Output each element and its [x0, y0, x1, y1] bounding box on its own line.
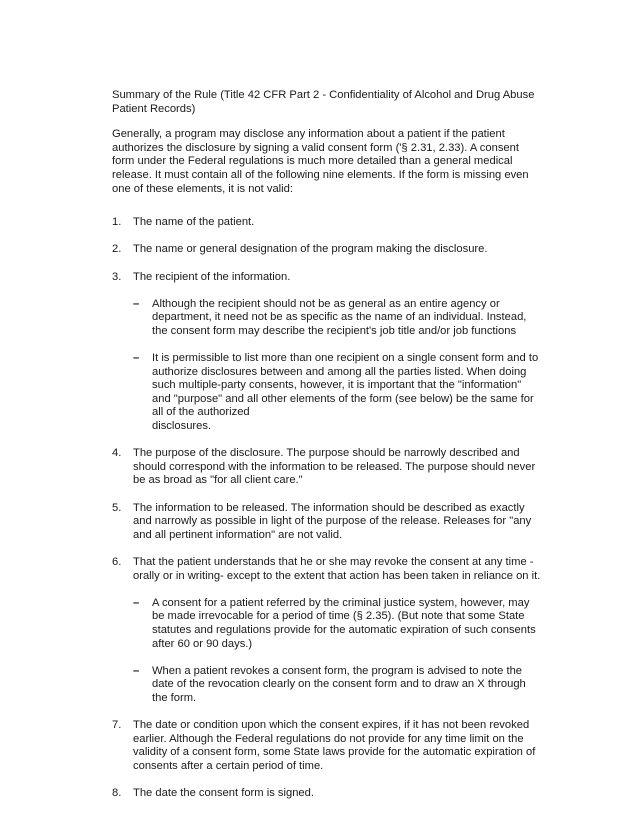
list-item [112, 502, 542, 543]
item-number: 1. [112, 216, 122, 229]
item-text: The name or general designation of the program making the disclosure. [133, 243, 488, 256]
list-item [112, 447, 542, 488]
dash-bullet: – [133, 352, 140, 365]
dash-bullet: – [133, 596, 140, 609]
sub-item [133, 352, 542, 434]
sub-item-text: It is permissible to list more than one recipient on a single consent form and to authorize disclosures between and among all the parties listed. When doing such multiple-party consents, however, it is important that the "information" and "purpose" and all other elements of the form (see below) be the same for all of the authorized disclosures. [152, 352, 539, 433]
item-text: The date the consent form is signed. [133, 787, 314, 800]
item-number: 4. [112, 447, 122, 460]
item-text: The date or condition upon which the consent expires, if it has not been revoked earlier. Although the Federal regulations do not provide for any time limit on the validity of a consent form, some State laws provide for the automatic expiration of consents after a certain period of time. [133, 719, 536, 772]
document-title: Summary of the Rule (Title 42 CFR Part 2 - Confidentiality of Alcohol and Drug Abuse Patient Records) [112, 89, 535, 115]
list-item [112, 216, 542, 230]
list-item [112, 271, 542, 434]
item-number: 3. [112, 270, 122, 283]
sub-item [133, 597, 542, 651]
dash-bullet: – [133, 664, 140, 677]
item-number: 8. [112, 787, 122, 800]
item-text: The name of the patient. [133, 216, 255, 229]
sub-item [133, 298, 542, 339]
list-item [112, 243, 542, 257]
list-item [112, 787, 542, 801]
list-item [112, 556, 542, 706]
intro-paragraph: Generally, a program may disclose any information about a patient if the patient authorizes the disclosure by signing a valid consent form ('§ 2.31, 2.33). A consent form under the Federal regulations is much more detailed than a general medical release. It must contain all of the following nine elements. If the form is missing even one of these elements, it is not valid: [112, 128, 529, 195]
sub-item-text: When a patient revokes a consent form, the program is advised to note the date of the revocation clearly on the consent form and to draw an X through the form. [152, 664, 526, 704]
item-number: 7. [112, 719, 122, 732]
sub-list [133, 597, 542, 706]
sub-list [133, 298, 542, 434]
sub-item [133, 665, 542, 706]
document-body [112, 89, 542, 814]
consent-elements-list [112, 216, 542, 801]
item-number: 2. [112, 243, 122, 256]
item-number: 5. [112, 501, 122, 514]
sub-item-text: Although the recipient should not be as general as an entire agency or department, it need not be as specific as the name of an individual. Instead, the consent form may describe the recipient's job title and/or job functions [152, 297, 527, 337]
dash-bullet: – [133, 297, 140, 310]
item-text: The purpose of the disclosure. The purpose should be narrowly described and should correspond with the information to be released. The purpose should never be as broad as "for all client care." [133, 447, 536, 487]
item-text: The recipient of the information. [133, 270, 291, 283]
sub-item-text: A consent for a patient referred by the criminal justice system, however, may be made irrevocable for a period of time (§ 2.35). (But note that some State statutes and regulations provide for the automatic expiration of such consents after 60 or 90 days.) [152, 596, 536, 650]
list-item [112, 719, 542, 773]
item-number: 6. [112, 556, 122, 568]
item-text: That the patient understands that he or she may revoke the consent at any time - orally or in writing- except to the extent that action has been taken in reliance on it. [133, 556, 541, 582]
item-text: The information to be released. The information should be described as exactly and narrowly as possible in light of the purpose of the release. Releases for "any and all pertinent information" are not valid. [133, 501, 532, 541]
